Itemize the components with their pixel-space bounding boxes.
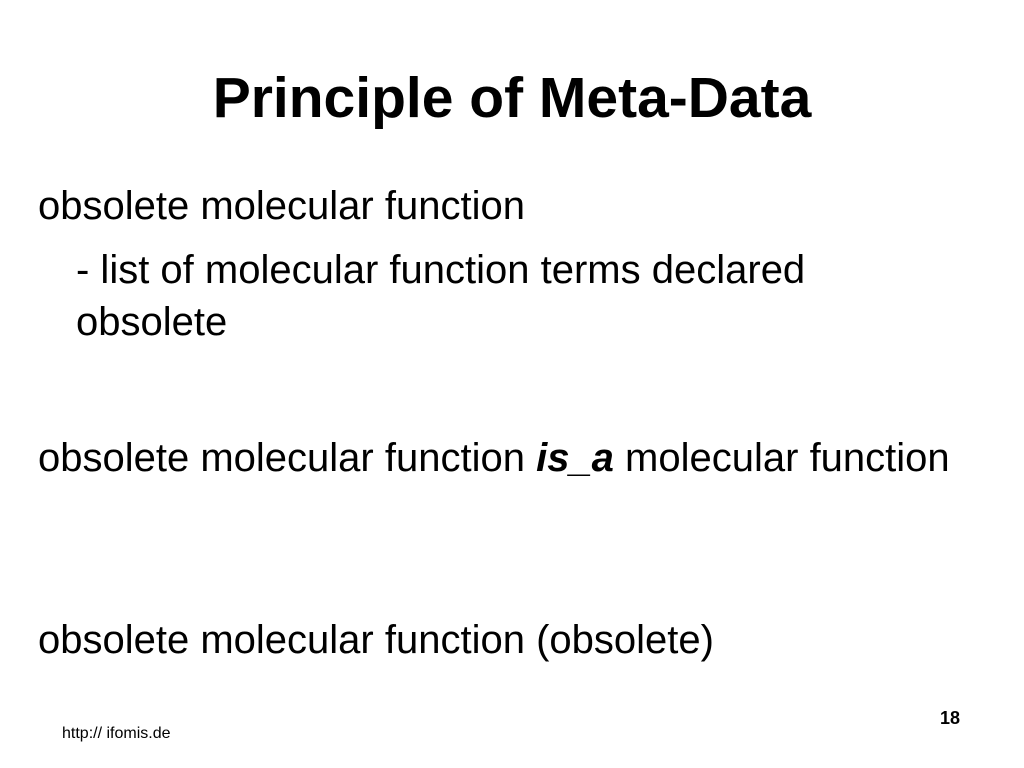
bullet-obsolete-term: obsolete molecular function (obsolete) (38, 618, 714, 662)
footer-url: http:// ifomis.de (62, 725, 171, 742)
slide-title: Principle of Meta-Data (212, 66, 812, 130)
relation-keyword: is_a (536, 436, 614, 480)
relation-subject: obsolete molecular function (38, 436, 537, 480)
bullet-obsolete-molecular-function: obsolete molecular function (38, 184, 525, 228)
page-number: 18 (940, 708, 961, 728)
relation-object: molecular function (613, 436, 950, 480)
sub-item-obsolete-term-list: - list of molecular function terms declared obsolete (76, 248, 806, 344)
bullet-is-a-relation (38, 432, 976, 484)
